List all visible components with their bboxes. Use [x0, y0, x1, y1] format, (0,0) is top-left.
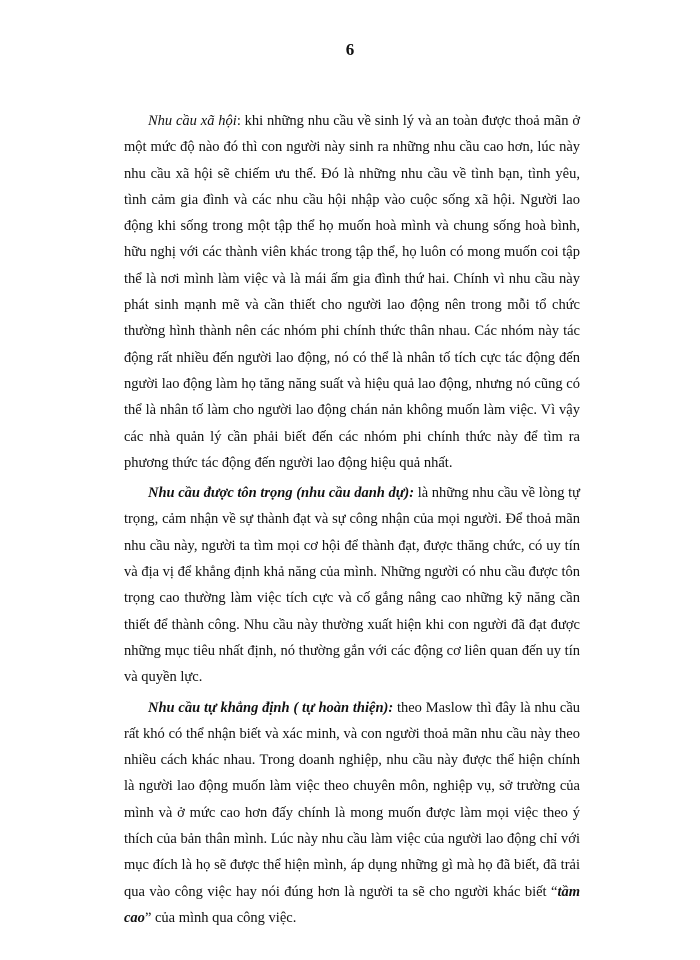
paragraph-lead-social-needs: Nhu cầu xã hội [148, 113, 237, 129]
paragraph-text-social-needs: : khi những nhu cầu về sinh lý và an toàn được thoả mãn ở một mức độ nào đó thì con người này sinh ra những nhu cầu cao hơn, lúc này nhu cầu xã hội sẽ chiếm ưu thế. Đó là những nhu cầu về tình bạn, tình yêu, tình cảm gia đình và các nhu cầu hội nhập vào cuộc sống xã hội. Người lao động khi sống trong một tập thể họ muốn hoà mình và chung sống hoà bình, hữu nghị với các thành viên khác trong tập thể, họ luôn có mong muốn coi tập thể là nơi mình làm việc và là mái ấm gia đình thứ hai. Chính vì nhu cầu này phát sinh mạnh mẽ và cần thiết cho người lao động nên trong mỗi tổ chức thường hình thành nên các nhóm phi chính thức thân nhau. Các nhóm này tác động rất nhiều đến người lao động, nó có thể là nhân tố tích cực tác động đến người lao động làm họ tăng năng suất và hiệu quả lao động, nhưng nó cũng có thể là nhân tố làm cho người lao động chán nản không muốn làm việc. Vì vậy các nhà quản lý cần phải biết đến các nhóm phi chính thức này để tìm ra phương thức tác động đến người lao động hiệu quả nhất. [124, 113, 580, 471]
paragraph-lead-self-actualization: Nhu cầu tự khẳng định ( tự hoàn thiện): [148, 699, 394, 716]
paragraph-text-esteem-needs: là những nhu cầu về lòng tự trọng, cảm nhận về sự thành đạt và sự công nhận của mọi người. Để thoả mãn nhu cầu này, người ta tìm mọi cơ hội để thành đạt, được thăng chức, có uy tín và địa vị để khẳng định khả năng của mình. Những người có nhu cầu được tôn trọng cao thường làm việc tích cực và cố gắng nâng cao những kỹ năng cần thiết để thành công. Nhu cầu này thường xuất hiện khi con người đã đạt được những mục tiêu nhất định, nó thường gắn với các động cơ liên quan đến uy tín và quyền lực. [124, 485, 580, 686]
paragraph-social-needs [124, 108, 580, 476]
paragraph-text-self-actualization: theo Maslow thì đây là nhu cầu rất khó có thể nhận biết và xác minh, và con người thoả mãn nhu cầu này theo nhiều cách khác nhau. Trong doanh nghiệp, nhu cầu này được thể hiện chính là người lao động muốn làm việc theo chuyên môn, nghiệp vụ, sở trường của mình và ở mức cao hơn đấy chính là mong muốn được làm mọi việc theo ý thích của bản thân mình. Lúc này nhu cầu làm việc của người lao động chỉ với mục đích là họ sẽ được thể hiện mình, áp dụng những gì mà họ đã biết, đã trải qua vào công việc hay nói đúng hơn là người ta sẽ cho người khác biết “ [124, 699, 581, 900]
page-number: 6 [345, 40, 355, 59]
paragraph-esteem-needs [124, 480, 580, 690]
paragraph-tail-self-actualization: ” của mình qua công việc. [144, 909, 297, 926]
paragraph-lead-esteem-needs: Nhu cầu được tôn trọng (nhu cầu danh dự): [148, 485, 415, 502]
document-body [124, 108, 580, 931]
emphasis-tam-cao: tầm cao [124, 883, 580, 926]
paragraph-self-actualization [124, 695, 580, 932]
